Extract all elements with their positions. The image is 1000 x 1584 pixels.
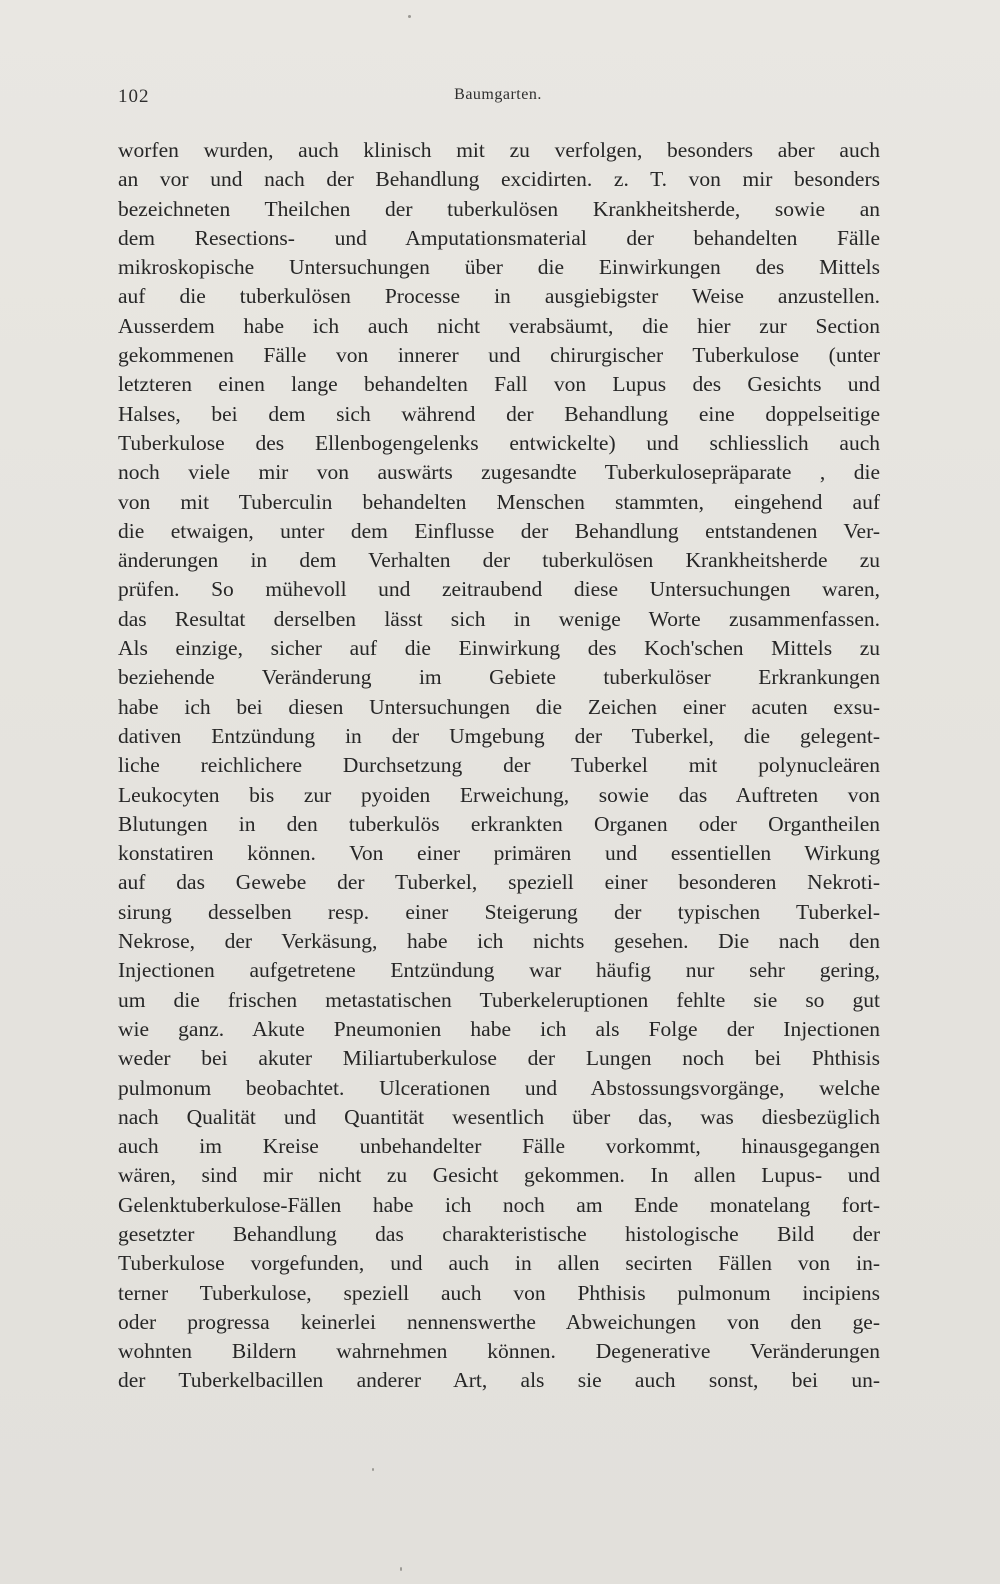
running-head: Baumgarten. bbox=[454, 86, 542, 103]
text-line: sirung desselben resp. einer Steigerung der typischen Tuberkel- bbox=[118, 899, 880, 924]
text-line: um die frischen metastatischen Tuberkeleruptionen fehlte sie so gut bbox=[118, 987, 880, 1012]
text-line: bezeichneten Theilchen der tuberkulösen Krankheitsherde, sowie an bbox=[118, 196, 880, 221]
text-line: wie ganz. Akute Pneumonien habe ich als Folge der Injectionen bbox=[118, 1016, 880, 1041]
paper-speck bbox=[372, 1468, 374, 1471]
text-line: wohnten Bildern wahrnehmen können. Degenerative Veränderungen bbox=[118, 1339, 880, 1364]
text-line: noch viele mir von auswärts zugesandte Tuberkulosepräparate , die bbox=[118, 460, 880, 485]
text-line: dem Resections- und Amputationsmaterial der behandelten Fälle bbox=[118, 225, 880, 250]
text-line: auf das Gewebe der Tuberkel, speziell einer besonderen Nekroti- bbox=[118, 870, 880, 895]
text-line: mikroskopische Untersuchungen über die Einwirkungen des Mittels bbox=[118, 255, 880, 280]
text-line: Als einzige, sicher auf die Einwirkung des Koch'schen Mittels zu bbox=[118, 636, 880, 661]
page-header bbox=[118, 86, 878, 112]
text-line: an vor und nach der Behandlung excidirten. z. T. von mir besonders bbox=[118, 167, 880, 192]
text-line: von mit Tuberculin behandelten Menschen stammten, eingehend auf bbox=[118, 489, 880, 514]
text-line: worfen wurden, auch klinisch mit zu verfolgen, besonders aber auch bbox=[118, 138, 880, 162]
text-line: das Resultat derselben lässt sich in wenige Worte zusammenfassen. bbox=[118, 606, 880, 631]
text-line: Halses, bei dem sich während der Behandlung eine doppelseitige bbox=[118, 401, 880, 426]
text-line: Leukocyten bis zur pyoiden Erweichung, sowie das Auftreten von bbox=[118, 782, 880, 807]
text-line: änderungen in dem Verhalten der tuberkulösen Krankheitsherde zu bbox=[118, 548, 880, 573]
text-line: konstatiren können. Von einer primären und essentiellen Wirkung bbox=[118, 841, 880, 866]
text-line: Ausserdem habe ich auch nicht verabsäumt, die hier zur Section bbox=[118, 313, 880, 338]
text-line: die etwaigen, unter dem Einflusse der Behandlung entstandenen Ver- bbox=[118, 518, 880, 543]
text-line: habe ich bei diesen Untersuchungen die Zeichen einer acuten exsu- bbox=[118, 694, 880, 719]
text-line: dativen Entzündung in der Umgebung der Tuberkel, die gelegent- bbox=[118, 723, 880, 748]
text-line: Tuberkulose vorgefunden, und auch in allen secirten Fällen von in- bbox=[118, 1251, 880, 1276]
body-text bbox=[118, 136, 880, 1396]
text-line: auch im Kreise unbehandelter Fälle vorkommt, hinausgegangen bbox=[118, 1134, 880, 1159]
paper-speck bbox=[408, 15, 411, 18]
page-number: 102 bbox=[118, 86, 150, 107]
text-line: beziehende Veränderung im Gebiete tuberkulöser Erkrankungen bbox=[118, 665, 880, 690]
text-line: gesetzter Behandlung das charakteristische histologische Bild der bbox=[118, 1221, 880, 1246]
text-line: Nekrose, der Verkäsung, habe ich nichts gesehen. Die nach den bbox=[118, 929, 880, 954]
text-line: Gelenktuberkulose-Fällen habe ich noch am Ende monatelang fort- bbox=[118, 1192, 880, 1217]
text-line: gekommenen Fälle von innerer und chirurgischer Tuberkulose (unter bbox=[118, 343, 880, 368]
text-line: letzteren einen lange behandelten Fall von Lupus des Gesichts und bbox=[118, 372, 880, 397]
text-line: nach Qualität und Quantität wesentlich über das, was diesbezüglich bbox=[118, 1104, 880, 1129]
text-line: liche reichlichere Durchsetzung der Tuberkel mit polynucleären bbox=[118, 753, 880, 778]
text-line: terner Tuberkulose, speziell auch von Phthisis pulmonum incipiens bbox=[118, 1280, 880, 1305]
text-line: Injectionen aufgetretene Entzündung war häufig nur sehr gering, bbox=[118, 958, 880, 983]
paper-speck bbox=[400, 1567, 402, 1571]
text-line: der Tuberkelbacillen anderer Art, als sie auch sonst, bei un- bbox=[118, 1368, 880, 1393]
text-line: pulmonum beobachtet. Ulcerationen und Abstossungsvorgänge, welche bbox=[118, 1075, 880, 1100]
text-line: auf die tuberkulösen Processe in ausgiebigster Weise anzustellen. bbox=[118, 284, 880, 309]
text-line: weder bei akuter Miliartuberkulose der Lungen noch bei Phthisis bbox=[118, 1046, 880, 1071]
text-line: Blutungen in den tuberkulös erkrankten Organen oder Organtheilen bbox=[118, 811, 880, 836]
text-line: Tuberkulose des Ellenbogengelenks entwickelte) und schliesslich auch bbox=[118, 430, 880, 455]
text-line: oder progressa keinerlei nennenswerthe Abweichungen von den ge- bbox=[118, 1309, 880, 1334]
text-line: prüfen. So mühevoll und zeitraubend diese Untersuchungen waren, bbox=[118, 577, 880, 602]
text-line: wären, sind mir nicht zu Gesicht gekommen. In allen Lupus- und bbox=[118, 1163, 880, 1188]
